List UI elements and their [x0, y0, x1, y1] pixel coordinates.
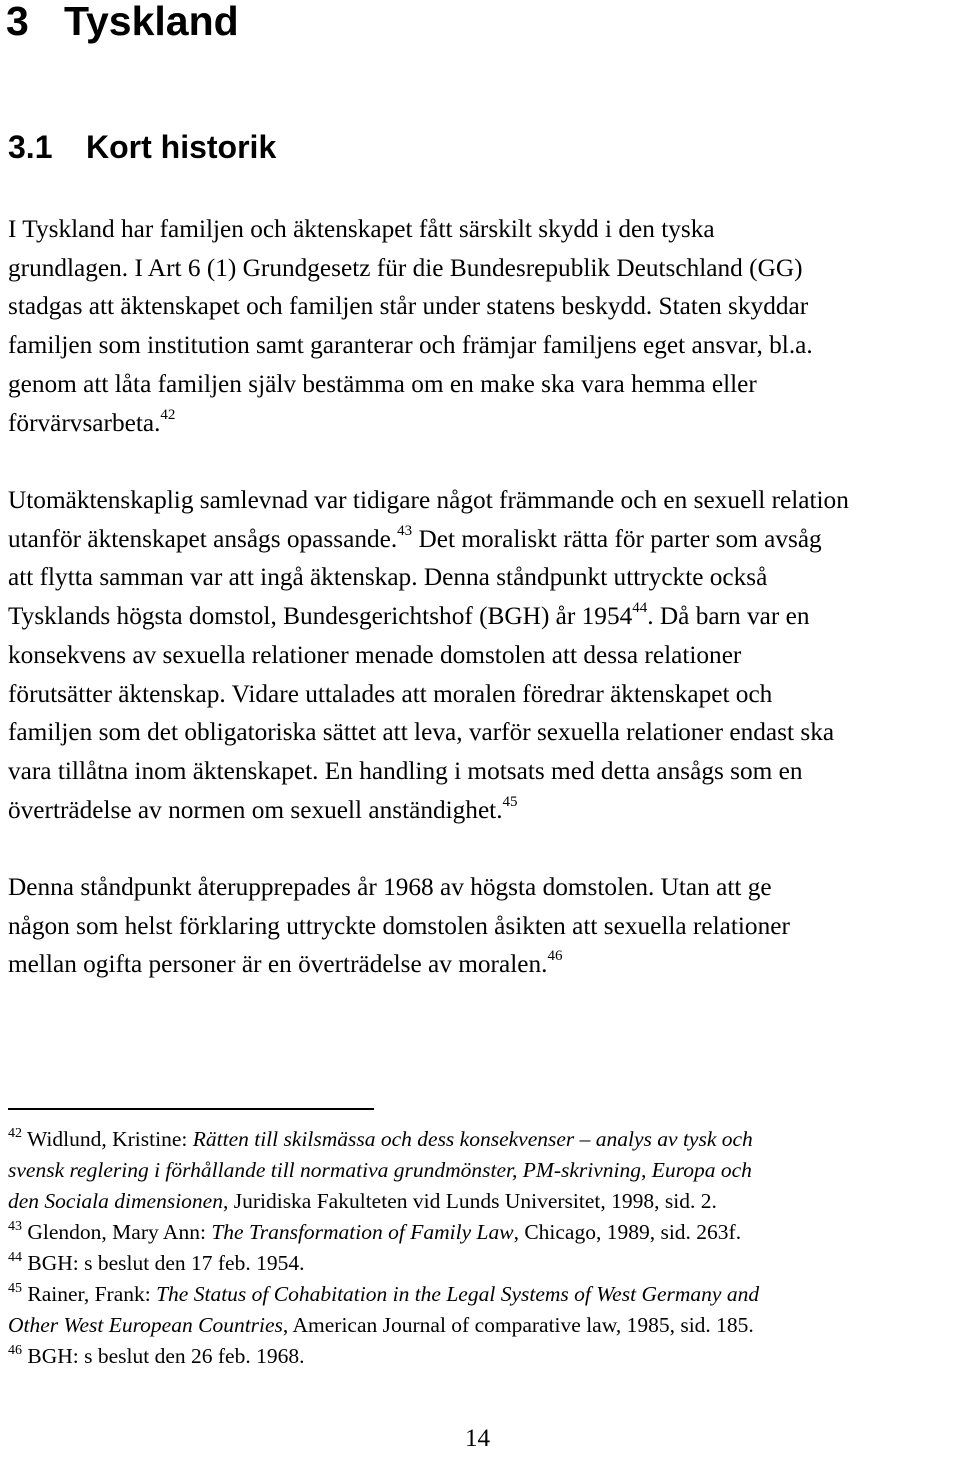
footnote-42-cont: den Sociala dimensionen, Juridiska Fakulteten vid Lunds Universitet, 1998, sid. 2.: [8, 1189, 717, 1213]
text-line: vara tillåtna inom äktenskapet. En handling i motsats med detta ansågs som en: [8, 756, 803, 785]
section-number: 3.1: [8, 129, 53, 165]
text-line: stadgas att äktenskapet och familjen står under statens beskydd. Staten skyddar: [8, 292, 809, 321]
section-title: Kort historik: [86, 129, 277, 165]
chapter-number: 3: [6, 0, 29, 44]
text-line: förutsätter äktenskap. Vidare uttalades att moralen föredrar äktenskapet och: [8, 679, 773, 708]
paragraph-1: [8, 210, 960, 442]
text-line: överträdelse av normen om sexuell anständighet.$^{45}$: [8, 793, 518, 824]
paragraph-3: [8, 868, 960, 984]
text-line: Tysklands högsta domstol, Bundesgerichtshof (BGH) år 1954$^{44}$. Då barn var en: [8, 600, 810, 631]
text-line: utanför äktenskapet ansågs opassande.$^{43}$ Det moraliskt rätta för parter som avsåg: [8, 522, 822, 553]
text-line: familjen som det obligatoriska sättet att leva, varför sexuella relationer endast ska: [8, 718, 835, 747]
text-line: mellan ogifta personer är en överträdelse av moralen.$^{46}$: [8, 948, 563, 979]
text-line: konsekvens av sexuella relationer menade domstolen att dessa relationer: [8, 640, 742, 669]
footnote-44: $^{44}$ BGH: s beslut den 17 feb. 1954.: [8, 1250, 305, 1275]
section-heading: [8, 124, 276, 170]
footnote-43: $^{43}$ Glendon, Mary Ann: The Transformation of Family Law, Chicago, 1989, sid. 263f.: [8, 1219, 742, 1244]
footnotes: [8, 1124, 960, 1372]
footnote-46: $^{46}$ BGH: s beslut den 26 feb. 1968.: [8, 1343, 305, 1368]
text-line: genom att låta familjen själv bestämma om en make ska vara hemma eller: [8, 369, 757, 398]
footnote-42: $^{42}$ Widlund, Kristine: Rätten till skilsmässa och dess konsekvenser – analys av tysk och: [8, 1126, 753, 1151]
text-line: familjen som institution samt garanterar och främjar familjens eget ansvar, bl.a.: [8, 331, 813, 360]
chapter-heading: [6, 0, 239, 50]
chapter-title: Tyskland: [64, 0, 239, 44]
footnote-42-cont: svensk reglering i förhållande till normativa grundmönster, PM-skrivning, Europa och: [8, 1158, 752, 1182]
text-line: grundlagen. I Art 6 (1) Grundgesetz für die Bundesrepublik Deutschland (GG): [8, 253, 803, 282]
text-line: någon som helst förklaring uttryckte domstolen åsikten att sexuella relationer: [8, 911, 790, 940]
text-line: Utomäktenskaplig samlevnad var tidigare något främmande och en sexuell relation: [8, 486, 849, 514]
text-line: I Tyskland har familjen och äktenskapet fått särskilt skydd i den tyska: [8, 215, 715, 243]
footnote-ref-44[interactable]: 44: [632, 600, 648, 617]
paragraph-2: [8, 481, 960, 829]
footnote-ref-46[interactable]: 46: [547, 948, 563, 965]
text-line: förvärvsarbeta.$^{42}$: [8, 406, 176, 437]
text-line: att flytta samman var att ingå äktenskap. Denna ståndpunkt uttryckte också: [8, 563, 768, 592]
page-number: 14: [465, 1425, 490, 1452]
footnote-ref-43[interactable]: 43: [397, 522, 413, 539]
footnote-separator: [8, 1108, 374, 1110]
footnote-45-cont: Other West European Countries, American Journal of comparative law, 1985, sid. 185.: [8, 1313, 754, 1337]
footnote-ref-45[interactable]: 45: [502, 793, 518, 810]
text-line: Denna ståndpunkt återupprepades år 1968 av högsta domstolen. Utan att ge: [8, 873, 772, 901]
footnote-ref-42[interactable]: 42: [160, 406, 176, 423]
footnote-45: $^{45}$ Rainer, Frank: The Status of Cohabitation in the Legal Systems of West Germany and: [8, 1281, 760, 1306]
